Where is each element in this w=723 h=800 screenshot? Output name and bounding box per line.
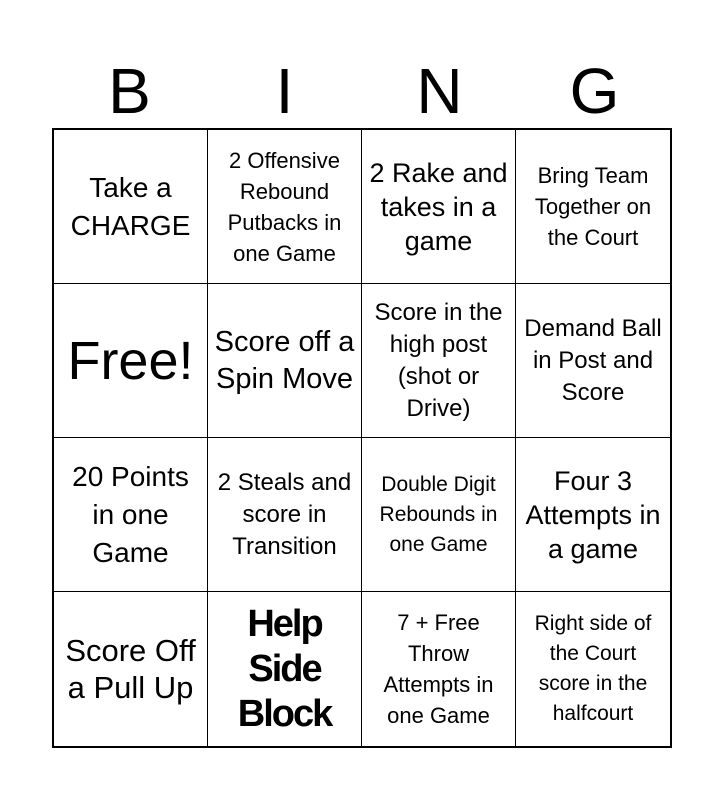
bingo-cell[interactable] — [208, 592, 362, 746]
bingo-cell[interactable] — [516, 438, 670, 592]
bingo-cell[interactable] — [362, 284, 516, 438]
header-letter-g: G — [569, 55, 620, 127]
cell-text: Help Side Block — [237, 602, 332, 735]
bingo-cell[interactable] — [362, 438, 516, 592]
cell-text: 2 Steals and score in Transition — [217, 468, 352, 560]
cell-text: 2 Offensive Rebound Putbacks in one Game — [227, 147, 342, 266]
cell-text: Four 3 Attempts in a game — [525, 465, 661, 564]
cell-text: 20 Points in one Game — [72, 460, 189, 568]
header-letter-n: N — [416, 55, 463, 127]
header-letter-i: I — [275, 55, 294, 127]
cell-text: Double Digit Rebounds in one Game — [379, 472, 498, 556]
bingo-cell[interactable] — [54, 130, 208, 284]
cell-text: 7 + Free Throw Attempts in one Game — [383, 610, 494, 728]
bingo-cell[interactable] — [208, 438, 362, 592]
cell-text: Score off a Spin Move — [214, 325, 355, 395]
bingo-cell[interactable] — [516, 592, 670, 746]
cell-text: 2 Rake and takes in a game — [369, 157, 508, 256]
bingo-cell[interactable] — [208, 130, 362, 284]
bingo-cell[interactable] — [362, 592, 516, 746]
cell-text: Score Off a Pull Up — [65, 633, 196, 705]
bingo-cell[interactable] — [516, 130, 670, 284]
bingo-cell-free[interactable] — [54, 284, 208, 438]
cell-text: Demand Ball in Post and Score — [524, 314, 662, 406]
cell-text: Free! — [67, 330, 194, 391]
cell-text: Take a CHARGE — [70, 171, 191, 241]
bingo-cell[interactable] — [208, 284, 362, 438]
bingo-cell[interactable] — [362, 130, 516, 284]
cell-text: Bring Team Together on the Court — [534, 163, 652, 250]
cell-text: Right side of the Court score in the halfcourt — [534, 612, 652, 725]
cell-text: Score in the high post (shot or Drive) — [374, 298, 503, 422]
bingo-cell[interactable] — [516, 284, 670, 438]
header-letter-b: B — [108, 55, 151, 127]
bingo-grid — [52, 128, 672, 748]
bingo-cell[interactable] — [54, 438, 208, 592]
bingo-header — [52, 55, 672, 125]
bingo-cell[interactable] — [54, 592, 208, 746]
